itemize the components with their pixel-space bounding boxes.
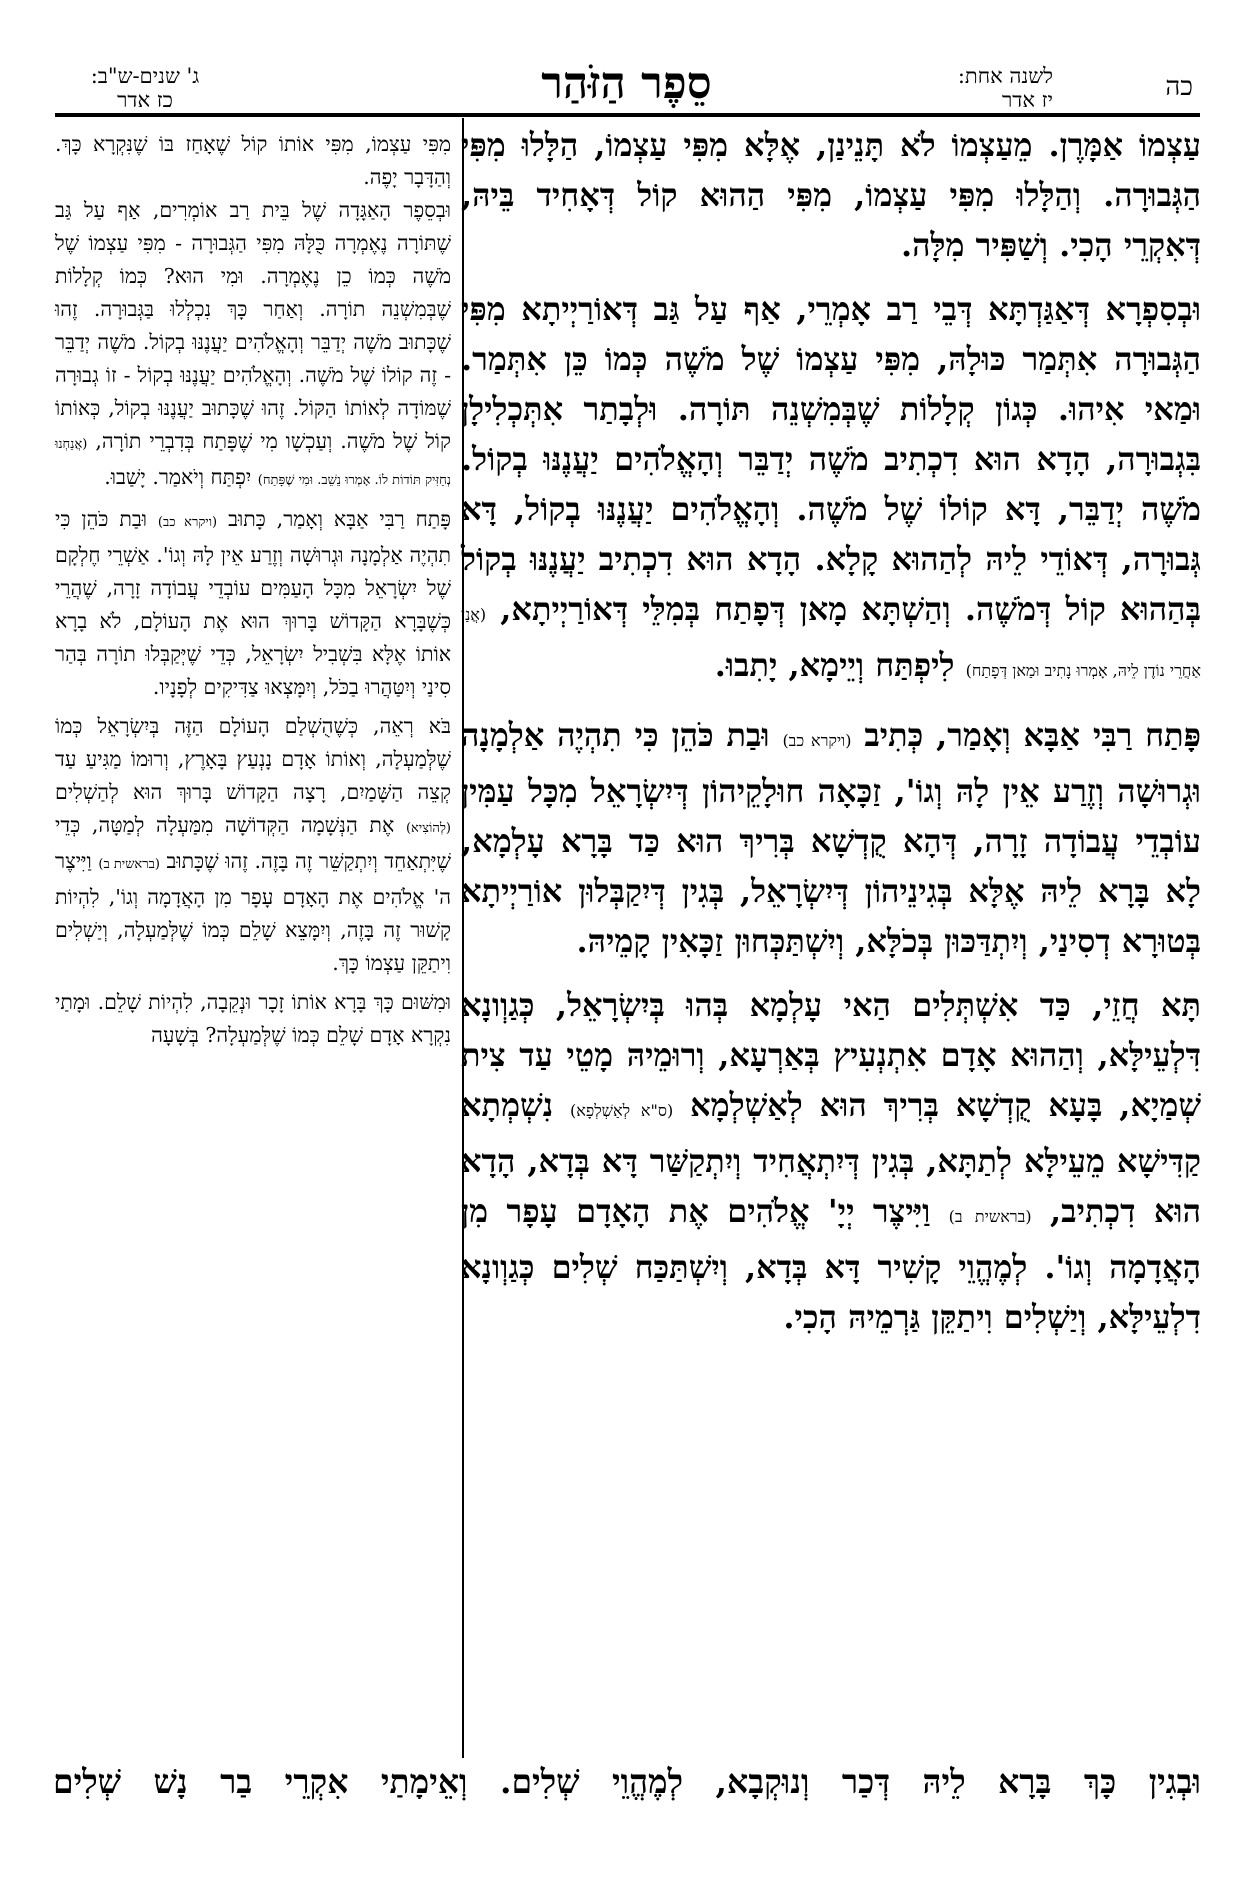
side-p3-start: פָּתַח רַבִּי אַבָּא וְאָמַר, כָּתוּב [228,507,451,531]
main-p2-text: וּבְסִפְרָא דְּאַגַּדְתָּא דְּבֵי רַב אָמְרֵי, אַף עַל גַּב דְּאוֹרַיְיתָא מִפִּי הַגְּבוּרָה אִתְּמַר כּוּלָהּ, מִפִּי עַצְמוֹ שֶׁל מֹשֶׁה כְּמוֹ כֵּן אִתְּמַר. וּמַאי אִיהוּ. כְּגוֹן קְלָלוֹת שֶׁבְּמִשְׁנֵה תּוֹרָה. וּלְבָתַר אִתְּכְלִילָן בִּגְבוּרָה, הָדָא הוּא דִכְתִיב מֹשֶׁה יְדַבֵּר וְהָאֱלֹהִים יַעֲנֶנּוּ בְקוֹל. מֹשֶׁה יְדַבֵּר, דָּא קוֹלוֹ שֶׁל מֹשֶׁה. וְהָאֱלֹהִים יַעֲנֶנּוּ בְקוֹל, דָּא גְּבוּרָה, דְּאוֹדֵי לֵיהּ לְהַהוּא קָלָא. הָדָא הוּא דִכְתִיב יַעֲנֶנּוּ בְקוֹל בְּהַהוּא קוֹל דְּמֹשֶׁה. וְהַשְׁתָּא מָאן דְּפָתַח בְּמִלֵּי דְּאוֹרַיְיתָא, [461,290,1202,628]
main-paragraph-1: עַצְמוֹ אַמָּרֶן. מֵעַצְמוֹ לֹא תָּנֵינַן, אֶלָּא מִפִּי עַצְמוֹ, הַלָּלוּ מִפִּי הַגְּבוּרָה. וְהַלָּלוּ מִפִּי עַצְמוֹ, מִפִּי הַהוּא קוֹל דְּאָחִיד בֵּיהּ, דְּאִקְרֵי הָכִי. וְשַׁפִּיר מִלָּה. [461,126,1202,264]
side-p4-end: וַיִּיצֶר ה' אֱלֹהִים אֶת הָאָדָם עָפָר מִן הָאֲדָמָה וְגוֹ', לִהְיוֹת קָשׁוּר זֶה בָּזֶה, וְיִמָּצֵא שָׁלֵם כְּמוֹ שֶׁלְּמַעְלָה, וְיַשְׁלִים וִיתַקֵּן עַצְמוֹ כָּךְ. [55,849,451,975]
left-schedule [60,64,230,112]
side-p2-text: וּבְסֵפֶר הָאַגָּדָה שֶׁל בֵּית רַב אוֹמְרִים, אַף עַל גַּב שֶׁתּוֹרָה נֶאֶמְרָה כֻּלָּהּ מִפִּי הַגְּבוּרָה - מִפִּי עַצְמוֹ שֶׁל מֹשֶׁה כְּמוֹ כֵן נֶאֶמְרָה. וּמִי הוּא? כְּמוֹ קְלָלוֹת שֶׁבְּמִשְׁנֵה תוֹרָה. וְאַחַר כָּךְ נִכְלְלוּ בַּגְּבוּרָה. זֶהוּ שֶׁכָּתוּב מֹשֶׁה יְדַבֵּר וְהָאֱלֹהִים יַעֲנֶנּוּ בְקוֹל. מֹשֶׁה יְדַבֵּר - זֶה קוֹלוֹ שֶׁל מֹשֶׁה. וְהָאֱלֹהִים יַעֲנֶנּוּ בְקוֹל - זוֹ גְבוּרָה שֶׁמּוֹדָה לְאוֹתוֹ הַקּוֹל. זֶהוּ שֶׁכָּתוּב יַעֲנֶנּוּ בְקוֹל, כְּאוֹתוֹ קוֹל שֶׁל מֹשֶׁה. וְעַכְשָׁו מִי שֶׁפָּתַח בְּדִבְרֵי תוֹרָה, [55,198,451,453]
page-number: כה [1165,72,1193,102]
footer-line: וּבְגִין כָּךְ בָּרָא לֵיהּ דְּכַר וְנוּקְבָא, לְמֶהֱוֵי שְׁלִים. וְאֵימָתַי אִקְרֵי בַר נָשׁ שְׁלִים [53,1762,1201,1801]
page-header [0,58,1253,128]
main-p4-note: (ס"א לְאַשְׁלְפָא) [569,1101,674,1120]
side-p3-source: (ויקרא כב) [157,515,218,530]
side-p4-mid: אֶת הַנְּשָׁמָה הַקְּדוֹשָׁה מִמַּעְלָה לְמַטָּה, כְּדֵי שֶׁיִּתְאַחֵד וְיִתְקַשֵּׁר זֶה בָּזֶה. זֶהוּ שֶׁכָּתוּב [55,813,451,873]
page-title: סֵפֶר הַזֹּהַר [541,58,712,109]
translation-column [55,128,451,1052]
right-schedule-line1: לשנה אחת: [957,64,1053,88]
side-p4-source: (בראשית ב) [98,857,160,872]
main-p2-end: לִיפְתַּח וְיֵימָא, יָתִבוּ. [714,646,955,684]
side-paragraph-2 [55,194,451,497]
main-paragraph-2 [461,284,1201,696]
main-text-column [461,120,1201,1342]
main-p3-start: פָּתַח רַבִּי אַבָּא וְאָמַר, כְּתִיב [864,716,1202,754]
main-p3-source: (ויקרא כב) [782,731,852,750]
side-paragraph-4 [55,710,451,980]
main-paragraph-4 [461,980,1201,1342]
main-p4-mid: נִשְׁמְתָא קַדִּישָׁא מֵעֵילָּא לְתַתָּא, בְּגִין דְּיִתְאֲחִיד וְיִתְקַשַּׁר דָּא בְּדָא, הָדָא הוּא דִכְתִיב, [461,1086,1202,1230]
left-schedule-line2: כז אדר [117,88,173,112]
side-p4-start: בֹּא רְאֵה, כְּשֶׁהֻשְׁלַם הָעוֹלָם הַזֶּה בְּיִשְׂרָאֵל כְּמוֹ שֶׁלְּמַעְלָה, וְאוֹתוֹ אָדָם נָנְעַץ בָּאָרֶץ, וְרוּמוֹ מַגִּיעַ עַד קְצֵה הַשָּׁמַיִם, רָצָה הַקָּדוֹשׁ בָּרוּךְ הוּא לְהַשְׁלִים [55,714,451,804]
side-paragraph-3 [55,503,451,704]
side-paragraph-1: מִפִּי עַצְמוֹ, מִפִּי אוֹתוֹ קוֹל שֶׁאָחַז בּוֹ שֶׁנִּקְרָא כָּךְ. וְהַדָּבָר יָפֶה. [55,132,451,189]
side-p2-end: יִפְתַּח וְיֹאמַר. יָשַׁבוּ. [104,465,252,489]
side-p3-rest: וּבַת כֹּהֵן כִּי תִהְיֶה אַלְמָנָה וּגְרוּשָׁה וְזֶרַע אֵין לָהּ וְגוֹ'. אַשְׁרֵי חֶלְקָם שֶׁל יִשְׂרָאֵל מִכָּל הָעַמִּים עוֹבְדֵי עֲבוֹדָה זָרָה, שֶׁהֲרֵי כְּשֶׁבָּרָא הַקָּדוֹשׁ בָּרוּךְ הוּא אֶת הָעוֹלָם, לֹא בָרָא אוֹתוֹ אֶלָּא בִּשְׁבִיל יִשְׂרָאֵל, כְּדֵי שֶׁיְּקַבְּלוּ תוֹרָה בְּהַר סִינַי וְיִטַּהֲרוּ בַכֹּל, וְיִמָּצְאוּ צַדִּיקִים לְפָנָיו. [55,507,451,699]
side-p4-note: (לְהוֹצִיא) [405,821,451,836]
header-rule [55,113,1200,117]
side-p2-note: (אֲנַחְנוּ נְחַזִּיק תּוֹדוֹת לוֹ. אָמְרוּ נֵשֵׁב. וּמִי שֶׁפָּתַח) [55,437,451,488]
side-paragraph-5: וּמִשּׁוּם כָּךְ בָּרָא אוֹתוֹ זָכָר וּנְקֵבָה, לִהְיוֹת שָׁלֵם. וּמָתַי נִקְרָא אָדָם שָׁלֵם כְּמוֹ שֶׁלְּמַעְלָה? בְּשָׁעָה [55,990,451,1047]
main-p4-end: וַיִּיצֶר יְיָ' אֱלֹהִים אֶת הָאָדָם עָפָר מִן הָאֲדָמָה וְגוֹ'. לְמֶהֱוֵי קָשִׁיר דָּא בְּדָא, וְיִשְׁתַּכַּח שְׁלִים כְּגַוְונָא דִלְעֵילָּא, וְיַשְׁלִים וִיתַקֵּן גַּרְמֵיהּ הָכִי. [461,1192,1201,1336]
main-p4-source: (בראשית ב) [948,1207,1032,1226]
right-schedule-line2: יז אדר [1001,88,1053,112]
left-schedule-line1: ג' שנים-ש"ב: [90,64,200,88]
main-p2-note: (אֲנַן אַחֲרֵי נוֹדֶן לֵיהּ, אָמְרוּ נָתִיב וּמַאן דְּפָתַח) [461,605,1201,680]
main-p4-start: תָּא חֲזֵי, כַּד אִשְׁתְּלִים הַאי עָלְמָא בְּהוּ בְּיִשְׂרָאֵל, כְּגַוְונָא דִּלְעֵילָּא, וְהַהוּא אָדָם אִתְנְעִיץ בְּאַרְעָא, וְרוּמֵיהּ מָטֵי עַד צִית שְׁמַיָא, בָּעָא קֻדְשָׁא בְּרִיךְ הוּא לְאַשְׁלְמָא [461,986,1202,1124]
main-p3-rest: וּבַת כֹּהֵן כִּי תִהְיֶה אַלְמָנָה וּגְרוּשָׁה וְזֶרַע אֵין לָהּ וְגוֹ', זַכָּאָה חוּלָקֵיהוֹן דְּיִשְׂרָאֵל מִכָּל עַמִּין עוֹבְדֵי עֲבוֹדָה זָרָה, דְּהָא קֻדְשָׁא בְּרִיךְ הוּא כַּד בָּרָא עָלְמָא, לָא בָּרָא לֵיהּ אֶלָּא בְּגִינֵיהוֹן דְּיִשְׂרָאֵל, בְּגִין דְּיִקַבְּלוּן אוֹרַיְיתָא בְּטוּרָא דְסִינַי, וְיִתְדַּכּוּן בְּכֹלָּא, וְיִשְׁתַּכְּחוּן זַכָּאִין קָמֵיהּ. [461,716,1202,960]
main-paragraph-3 [461,710,1201,966]
